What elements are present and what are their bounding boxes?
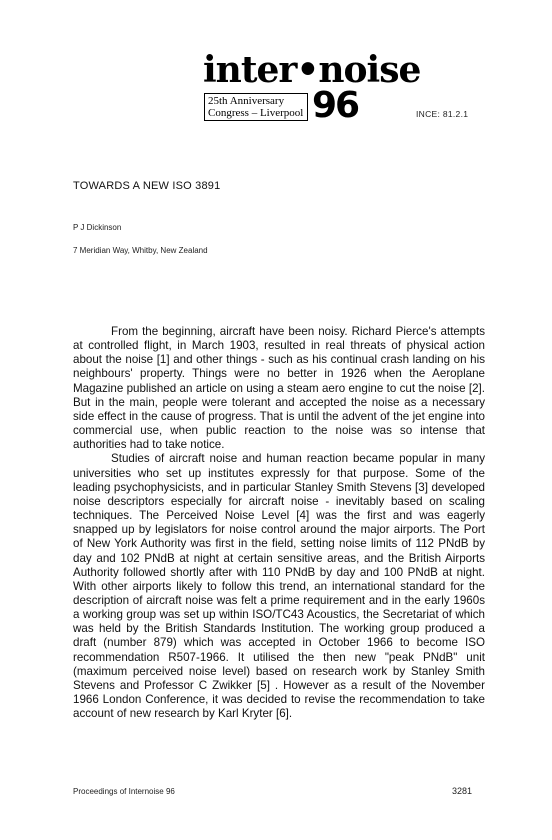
conference-logo-title: inter•noise bbox=[203, 49, 421, 91]
author-name: P J Dickinson bbox=[73, 223, 122, 232]
conference-logo-year: 96 bbox=[312, 85, 359, 126]
ince-reference-code: INCE: 81.2.1 bbox=[416, 109, 469, 119]
author-address: 7 Meridian Way, Whitby, New Zealand bbox=[73, 246, 208, 255]
body-paragraph: From the beginning, aircraft have been noisy. Richard Pierce's attempts at controlled flight, in March 1903, resulted in real threats of physical action about the noise [1] and other things - such as his continual crash landing on his neighbours' property. Things were no better in 1926 when the Aeroplane Magazine published an article on using a steam aero engine to cut the noise [2]. But in the main, people were tolerant and accepted the noise as a necessary side effect in the cause of progress. That is until the advent of the jet engine into commercial use, when public reaction to the noise was so intense that authorities had to take notice. bbox=[73, 325, 485, 452]
page-number: 3281 bbox=[452, 786, 473, 796]
footer-proceedings: Proceedings of Internoise 96 bbox=[73, 787, 175, 796]
body-text bbox=[73, 325, 485, 721]
conference-logo-box bbox=[204, 93, 308, 121]
logo-congress-text: Congress – Liverpool bbox=[208, 107, 304, 119]
body-paragraph: Studies of aircraft noise and human reaction became popular in many universities who set up institutes expressly for that purpose. Some of the leading psychophysicists, and in particular Stanley Smith Stevens [3] developed noise descriptors especially for aircraft noise - inevitably based on scaling techniques. The Perceived Noise Level [4] was the first and was eagerly snapped up by legislators for noise control around the major airports. The Port of New York Authority was first in the field, setting noise limits of 112 PNdB by day and 102 PNdB at night at certain sensitive areas, and the British Airports Authority followed shortly after with 110 PNdB by day and 100 PNdB at night. With other airports likely to follow this trend, an international standard for the description of aircraft noise was felt a prime requirement and in the early 1960s a working group was set up within ISO/TC43 Acoustics, the Secretariat of which was held by the British Standards Institution. The working group produced a draft (number 879) which was accepted in October 1966 to become ISO recommendation R507-1966. It utilised the then new "peak PNdB" unit (maximum perceived noise level) based on research work by Stanley Smith Stevens and Professor C Zwikker [5] . However as a result of the November 1966 London Conference, it was decided to revise the recommendation to take account of new research by Karl Kryter [6]. bbox=[73, 452, 485, 721]
paper-title: TOWARDS A NEW ISO 3891 bbox=[73, 180, 221, 192]
logo-anniversary-text: 25th Anniversary bbox=[208, 95, 285, 107]
